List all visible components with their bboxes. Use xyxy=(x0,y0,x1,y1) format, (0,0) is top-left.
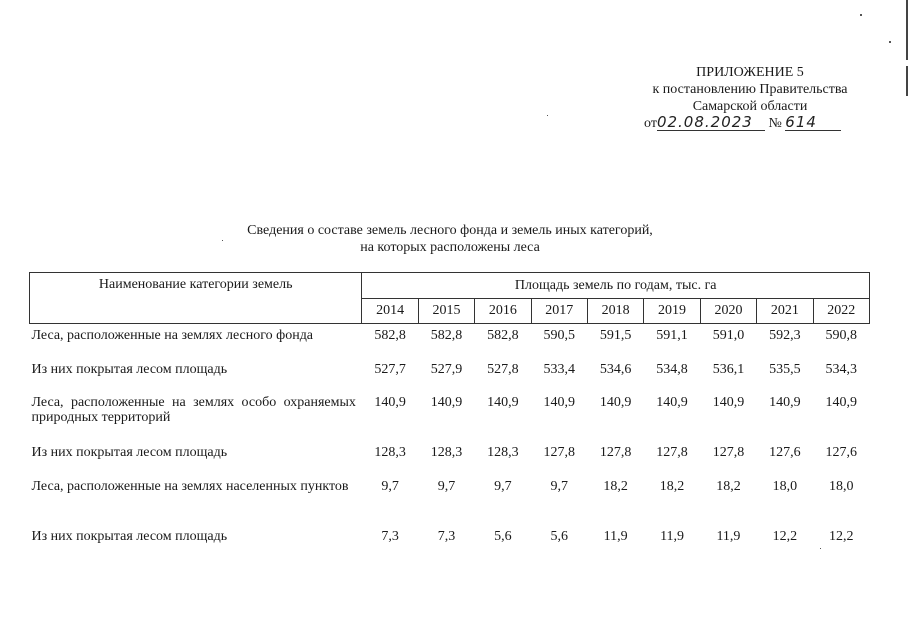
cell-value: 9,7 xyxy=(550,479,569,494)
date-prefix: от xyxy=(644,116,657,131)
year-header: 2016 xyxy=(475,299,531,324)
cell-value: 18,2 xyxy=(659,479,685,494)
cell-value: 11,9 xyxy=(660,529,685,544)
cell-value: 18,0 xyxy=(829,479,854,494)
scan-speck xyxy=(222,240,223,241)
cell-value: 128,3 xyxy=(430,445,463,460)
cell-value: 18,2 xyxy=(716,479,741,494)
cell-value: 534,3 xyxy=(825,362,858,377)
cell-value: 5,6 xyxy=(550,529,569,544)
forest-land-table xyxy=(29,272,870,557)
row-label: Из них покрытая лесом площадь xyxy=(31,529,228,544)
category-name-header: Наименование категории земель xyxy=(30,273,362,324)
year-header: 2015 xyxy=(418,299,474,324)
cell-value: 9,7 xyxy=(437,479,456,494)
cell-value: 127,8 xyxy=(543,445,576,460)
title-line-1: Сведения о составе земель лесного фонда и земель иных категорий, xyxy=(247,223,653,238)
scan-edge-line xyxy=(906,0,908,60)
cell-value: 140,9 xyxy=(712,395,745,410)
row-label: Леса, расположенные на землях населенных пунктов xyxy=(31,479,349,494)
title-line-2: на которых расположены леса xyxy=(360,240,540,255)
cell-value: 582,8 xyxy=(487,328,519,343)
number-prefix: № xyxy=(768,116,782,131)
cell-value: 140,9 xyxy=(430,395,463,410)
scan-speck xyxy=(860,14,862,16)
cell-value: 140,9 xyxy=(374,395,406,410)
cell-value: 12,2 xyxy=(829,529,854,544)
row-label: Из них покрытая лесом площадь xyxy=(31,362,228,377)
appendix-resolution: к постановлению Правительства xyxy=(652,82,848,97)
cell-value: 591,5 xyxy=(599,328,632,343)
cell-value: 127,8 xyxy=(712,445,745,460)
cell-value: 127,6 xyxy=(825,445,858,460)
year-header: 2018 xyxy=(587,299,643,324)
cell-value: 140,9 xyxy=(769,395,801,410)
cell-value: 140,9 xyxy=(825,395,858,410)
scan-speck xyxy=(889,41,891,43)
cell-value: 18,0 xyxy=(772,479,798,494)
cell-value: 527,9 xyxy=(430,362,463,377)
scan-speck xyxy=(820,548,821,549)
cell-value: 127,8 xyxy=(599,445,632,460)
year-header: 2021 xyxy=(757,299,813,324)
cell-value: 582,8 xyxy=(374,328,406,343)
cell-value: 533,4 xyxy=(543,362,576,377)
cell-value: 536,1 xyxy=(712,362,745,377)
year-header: 2020 xyxy=(700,299,756,324)
cell-value: 535,5 xyxy=(769,362,801,377)
handwritten-number: 614 xyxy=(785,115,841,131)
cell-value: 527,8 xyxy=(487,362,519,377)
cell-value: 127,8 xyxy=(656,445,688,460)
row-label: Леса, расположенные на землях особо охраняемых природных территорий xyxy=(31,395,356,425)
cell-value: 592,3 xyxy=(769,328,801,343)
cell-value: 534,8 xyxy=(656,362,688,377)
cell-value: 140,9 xyxy=(543,395,576,410)
scan-speck xyxy=(547,115,548,116)
cell-value: 140,9 xyxy=(487,395,519,410)
cell-value: 11,9 xyxy=(603,529,628,544)
document-title xyxy=(200,222,700,256)
table-row xyxy=(30,391,870,441)
row-label: Из них покрытая лесом площадь xyxy=(31,445,228,460)
appendix-region: Самарской области xyxy=(692,99,808,114)
table-row xyxy=(30,441,870,475)
cell-value: 582,8 xyxy=(430,328,463,343)
cell-value: 527,7 xyxy=(374,362,406,377)
cell-value: 7,3 xyxy=(437,529,456,544)
cell-value: 590,8 xyxy=(825,328,858,343)
year-header: 2014 xyxy=(362,299,418,324)
cell-value: 5,6 xyxy=(494,529,512,544)
area-by-year-header: Площадь земель по годам, тыс. га xyxy=(362,273,870,299)
cell-value: 128,3 xyxy=(487,445,519,460)
scan-edge-line xyxy=(906,66,908,96)
year-header: 2022 xyxy=(813,299,869,324)
cell-value: 11,9 xyxy=(716,529,741,544)
cell-value: 140,9 xyxy=(599,395,632,410)
cell-value: 9,7 xyxy=(494,479,512,494)
year-header: 2019 xyxy=(644,299,700,324)
appendix-number: ПРИЛОЖЕНИЕ 5 xyxy=(696,65,804,80)
cell-value: 534,6 xyxy=(599,362,632,377)
cell-value: 590,5 xyxy=(543,328,576,343)
table-row xyxy=(30,475,870,525)
cell-value: 9,7 xyxy=(381,479,399,494)
cell-value: 591,0 xyxy=(712,328,745,343)
cell-value: 140,9 xyxy=(656,395,688,410)
cell-value: 18,2 xyxy=(603,479,628,494)
table-row xyxy=(30,324,870,359)
handwritten-date: 02.08.2023 xyxy=(657,115,765,131)
cell-value: 127,6 xyxy=(769,445,801,460)
cell-value: 591,1 xyxy=(656,328,688,343)
cell-value: 7,3 xyxy=(381,529,399,544)
appendix-block xyxy=(630,64,870,132)
row-label: Леса, расположенные на землях лесного фонда xyxy=(31,328,314,343)
year-header: 2017 xyxy=(531,299,587,324)
table-row xyxy=(30,358,870,391)
appendix-date-line xyxy=(630,115,870,132)
cell-value: 12,2 xyxy=(772,529,798,544)
table-row xyxy=(30,525,870,557)
cell-value: 128,3 xyxy=(374,445,406,460)
